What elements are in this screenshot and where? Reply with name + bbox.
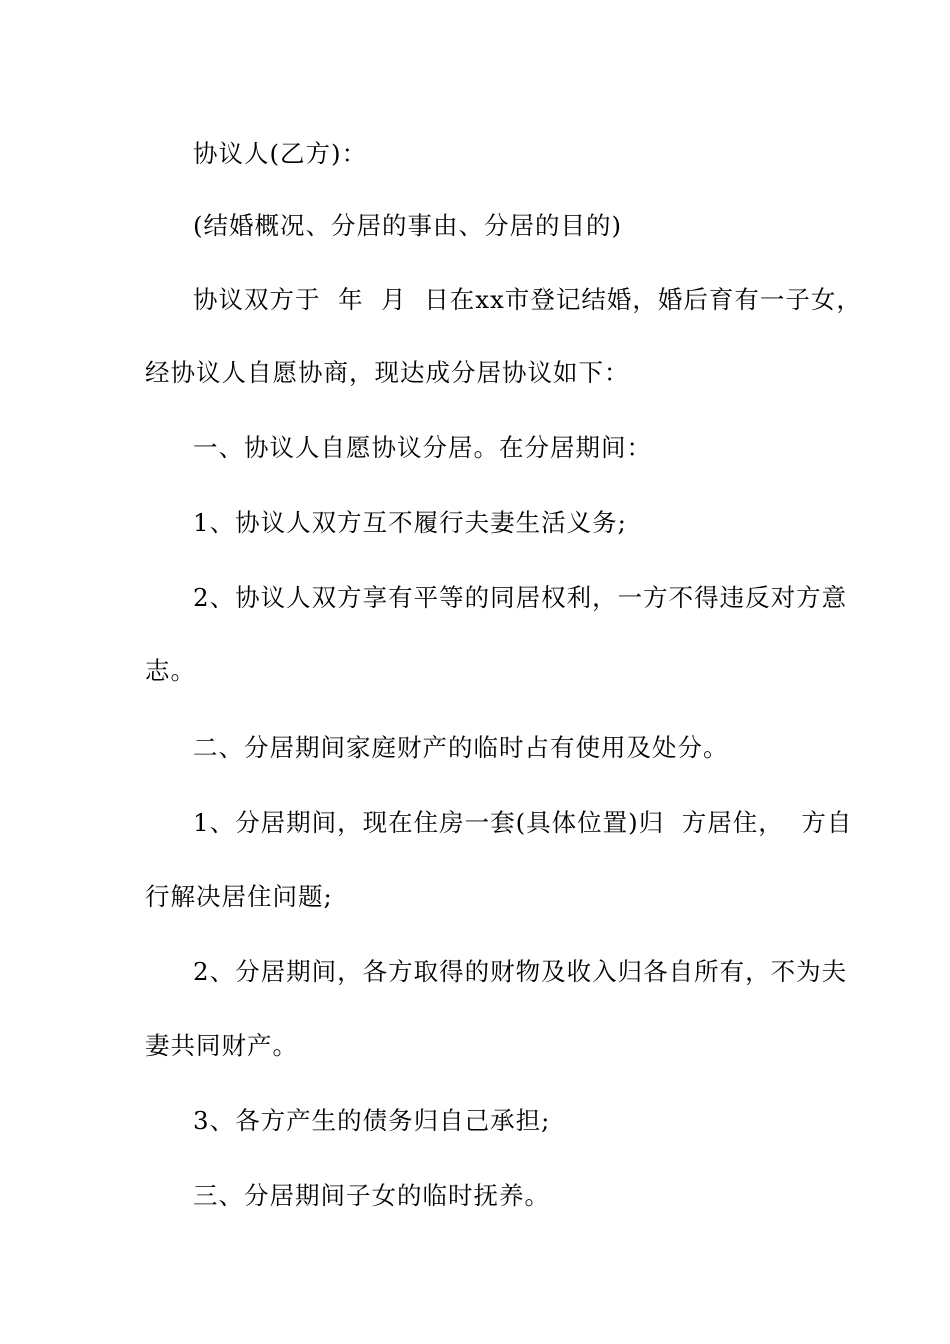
clause-line: 1、协议人双方互不履行夫妻生活义务; (193, 508, 627, 537)
section-heading: 二、分居期间家庭财产的临时占有使用及处分。 (193, 733, 729, 762)
clause-line: 行解决居住问题; (145, 882, 333, 911)
clause-line: 妻共同财产。 (145, 1031, 298, 1060)
clause-line: 1、分居期间，现在住房一套(具体位置)归 方居住， 方自 (193, 808, 853, 837)
paragraph-line: 协议双方于 年 月 日在xx市登记结婚，婚后育有一子女， (193, 285, 862, 314)
clause-line: 志。 (145, 656, 196, 685)
clause-line: 3、各方产生的债务归自己承担; (193, 1106, 551, 1135)
paragraph-line: 经协议人自愿协商，现达成分居协议如下： (145, 358, 630, 387)
section-heading: 三、分居期间子女的临时抚养。 (193, 1181, 550, 1210)
clause-line: 2、协议人双方享有平等的同居权利，一方不得违反对方意 (193, 583, 848, 612)
clause-line: 2、分居期间，各方取得的财物及收入归各自所有，不为夫 (193, 957, 848, 986)
marriage-overview-line: (结婚概况、分居的事由、分居的目的) (193, 211, 623, 240)
section-heading: 一、协议人自愿协议分居。在分居期间： (193, 433, 652, 462)
party-b-line: 协议人(乙方)： (193, 139, 368, 168)
